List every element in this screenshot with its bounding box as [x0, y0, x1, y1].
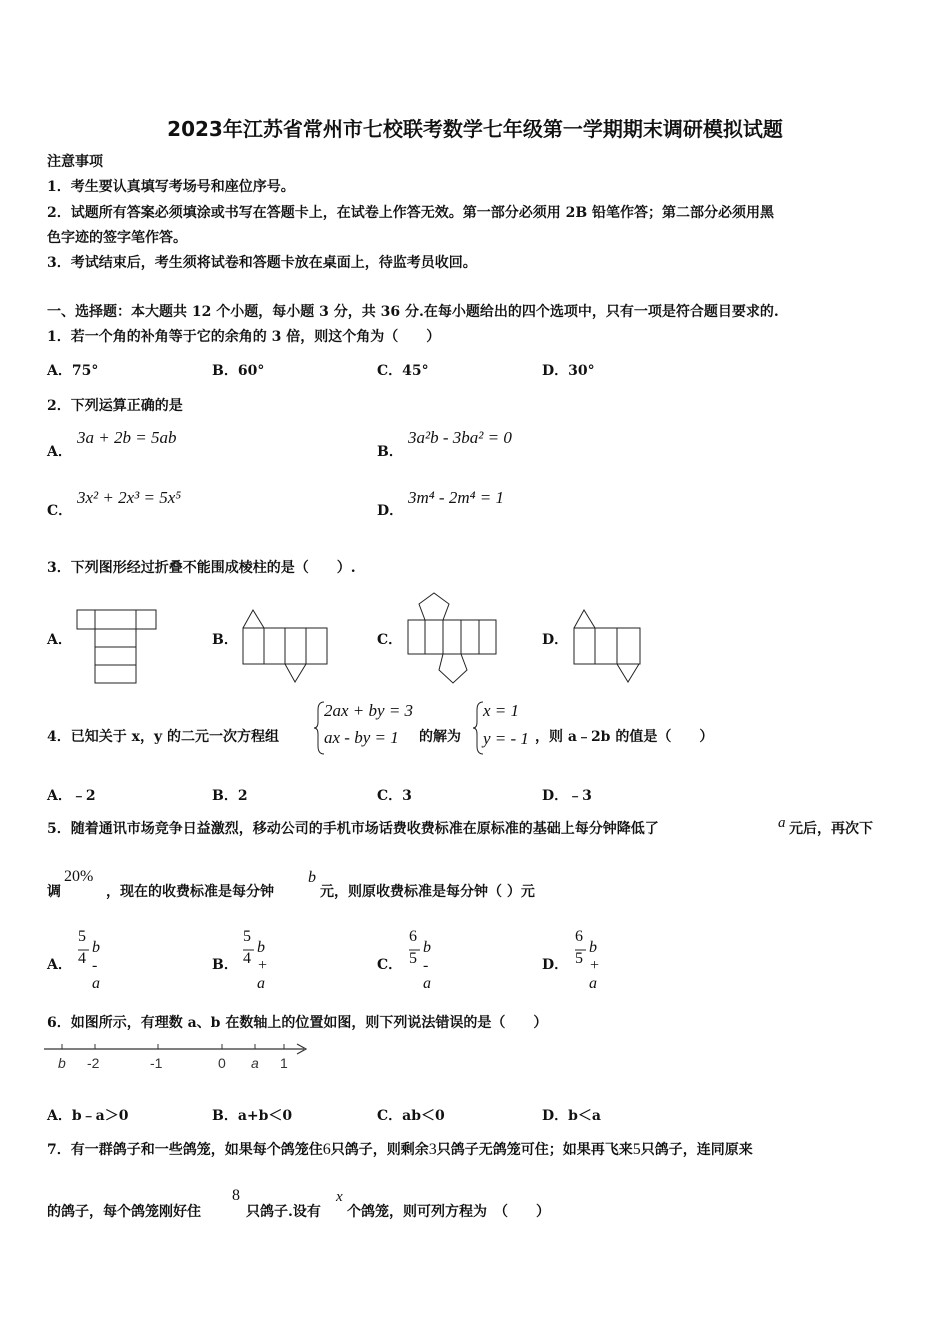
q7-text: 只鸽子，连同原来	[640, 1142, 753, 1158]
fraction-tail: b - a	[423, 939, 431, 992]
q6-option-b: B．a+b＜0	[212, 1108, 293, 1124]
q1-option-d: D．30°	[542, 363, 595, 379]
q7-number: 3	[428, 1141, 437, 1158]
q2-label-b: B．	[377, 444, 403, 460]
axis-label-minus2: -2	[87, 1055, 100, 1071]
q2-label-d: D．	[377, 503, 404, 519]
q2-expr-d: 3m⁴ - 2m⁴ = 1	[408, 488, 505, 507]
notice-item: 色字迹的签字笔作答。	[47, 230, 187, 246]
q7-line2-mid: 只鸽子.设有	[246, 1204, 321, 1220]
q4-option-a: A．﹣2	[47, 788, 96, 804]
fraction-tail: b + a	[257, 939, 268, 992]
q1-option-b: B．60°	[212, 363, 265, 379]
q4-eq1: 2ax + by = 3	[324, 701, 414, 720]
numerator: 6	[575, 928, 583, 945]
q5-label-b: B．	[212, 957, 238, 973]
q7-line2: 的鸽子，每个鸽笼刚好住	[47, 1204, 201, 1220]
numerator: 5	[78, 928, 86, 945]
q5-line2-mid: ，现在的收费标准是每分钟	[106, 884, 274, 900]
q4-option-d: D．﹣3	[542, 788, 592, 804]
q6-number-line	[44, 1040, 312, 1074]
q3-net-a	[76, 609, 158, 685]
q3-label-b: B．	[212, 632, 238, 648]
numerator: 6	[409, 928, 417, 945]
q4-stem-b: 的解为	[419, 729, 461, 745]
q2-stem: 2．下列运算正确的是	[47, 398, 183, 414]
q5-line2-end: 元，则原收费标准是每分钟（ ）元	[320, 884, 535, 900]
q4-sol1: x = 1	[483, 701, 520, 720]
q1-stem: 1．若一个角的补角等于它的余角的 3 倍，则这个角为（ ）	[47, 329, 441, 345]
denominator: 5	[575, 950, 583, 967]
q3-label-a: A．	[47, 632, 72, 648]
q5-label-d: D．	[542, 957, 569, 973]
q3-label-c: C．	[377, 632, 403, 648]
q6-option-c: C．ab＜0	[377, 1108, 445, 1124]
axis-label-zero: 0	[218, 1055, 226, 1071]
q5-line2: 调	[47, 884, 61, 900]
q5-line1-end: 元后，再次下	[789, 821, 873, 837]
q7-line1	[47, 1141, 753, 1159]
q4-sol2: y = - 1	[483, 729, 529, 748]
q6-stem: 6．如图所示，有理数 a、b 在数轴上的位置如图，则下列说法错误的是（ ）	[47, 1015, 548, 1031]
axis-label-b: b	[58, 1055, 66, 1071]
q3-label-d: D．	[542, 632, 569, 648]
q6-option-d: D．b＜a	[542, 1108, 602, 1124]
denominator: 4	[243, 950, 251, 967]
q3-net-b	[242, 608, 330, 684]
q6-option-a: A．b﹣a＞0	[47, 1108, 129, 1124]
page-title: 2023年江苏省常州市七校联考数学七年级第一学期期末调研模拟试题	[167, 117, 783, 141]
q7-number: 6	[322, 1141, 331, 1158]
notice-heading: 注意事项	[47, 154, 103, 170]
q2-expr-a: 3a + 2b = 5ab	[77, 428, 177, 447]
q7-number-8: 8	[232, 1187, 240, 1204]
q2-expr-c: 3x² + 2x³ = 5x⁵	[77, 488, 182, 507]
q7-var-x: x	[336, 1189, 343, 1205]
q4-option-c: C．3	[377, 788, 412, 804]
q7-text: 只鸽子无鸽笼可住；如果再飞来	[436, 1142, 633, 1158]
denominator: 4	[78, 950, 86, 967]
q5-percent: 20%	[64, 868, 94, 885]
q3-net-c	[407, 591, 499, 687]
q2-label-a: A．	[47, 444, 72, 460]
q4-stem-c: ，则 a﹣2b 的值是（ ）	[535, 729, 714, 745]
q4-option-b: B．2	[212, 788, 248, 804]
q1-option-c: C．45°	[377, 363, 429, 379]
q5-var-a: a	[778, 815, 786, 831]
q2-expr-b: 3a²b - 3ba² = 0	[408, 428, 512, 447]
fraction-tail: b + a	[589, 939, 600, 992]
q5-var-b: b	[308, 869, 316, 886]
q7-line2-end: 个鸽笼，则可列方程为 （ ）	[347, 1204, 550, 1220]
axis-label-one: 1	[280, 1055, 288, 1071]
q7-text: 7．有一群鸽子和一些鸽笼，如果每个鸽笼住	[47, 1142, 323, 1158]
q5-label-a: A．	[47, 957, 72, 973]
notice-item: 3．考试结束后，考生须将试卷和答题卡放在桌面上，待监考员收回。	[47, 255, 477, 271]
q3-net-d	[573, 608, 643, 684]
q5-label-c: C．	[377, 957, 403, 973]
q3-stem: 3．下列图形经过折叠不能围成棱柱的是（ ）.	[47, 560, 356, 576]
notice-item: 1．考生要认真填写考场号和座位序号。	[47, 179, 295, 195]
section-heading: 一、选择题：本大题共 12 个小题，每小题 3 分，共 36 分.在每小题给出的四个选项中，只有一项是符合题目要求的.	[47, 304, 779, 320]
q4-stem: 4．已知关于 x，y 的二元一次方程组	[47, 729, 279, 745]
notice-item: 2．试题所有答案必须填涂或书写在答题卡上，在试卷上作答无效。第一部分必须用 2B 铅笔作答；第二部分必须用黑	[47, 205, 775, 221]
fraction-tail: b - a	[92, 939, 100, 992]
q1-option-a: A．75°	[47, 363, 99, 379]
denominator: 5	[409, 950, 417, 967]
q7-text: 只鸽子，则剩余	[330, 1142, 429, 1158]
axis-label-minus1: -1	[150, 1055, 163, 1071]
q5-line1: 5．随着通讯市场竞争日益激烈，移动公司的手机市场话费收费标准在原标准的基础上每分钟降低了	[47, 821, 659, 837]
q2-label-c: C．	[47, 503, 73, 519]
q7-number: 5	[632, 1141, 641, 1158]
q4-eq2: ax - by = 1	[324, 728, 399, 747]
numerator: 5	[243, 928, 251, 945]
axis-label-a: a	[251, 1055, 259, 1071]
